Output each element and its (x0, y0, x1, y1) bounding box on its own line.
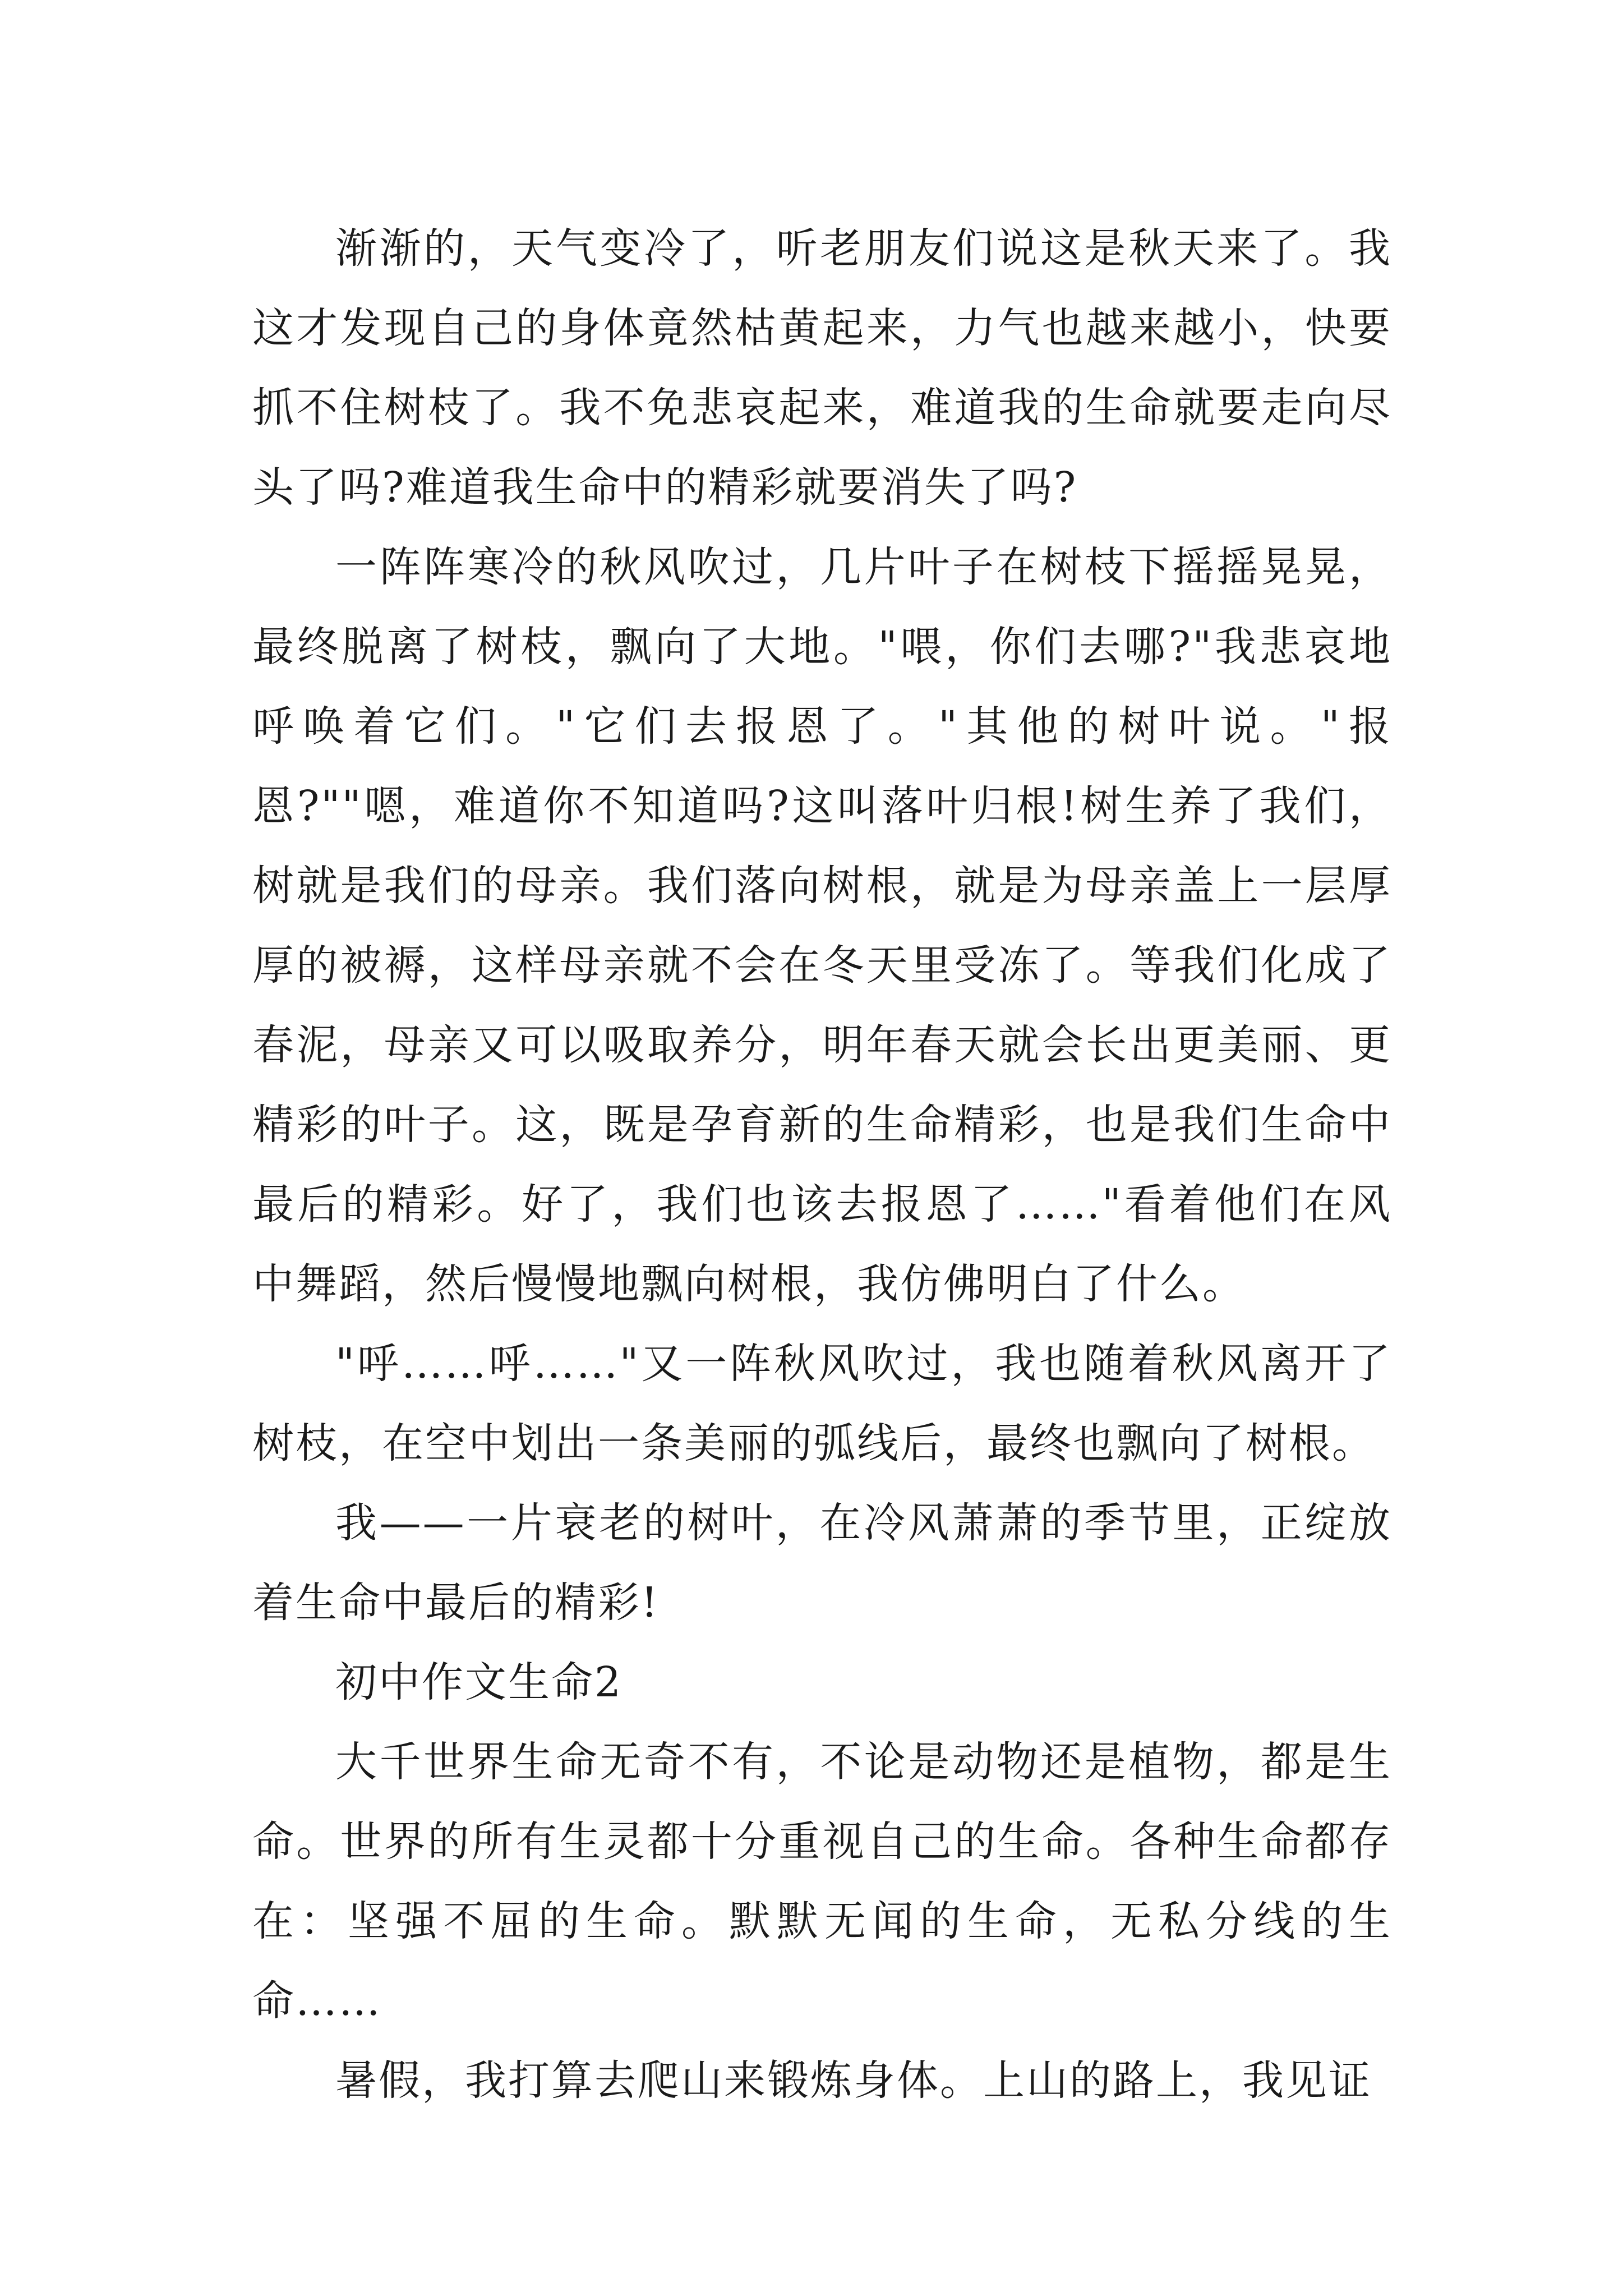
paragraph-autumn-wind-falling: "呼……呼……"又一阵秋风吹过，我也随着秋风离开了树枝，在空中划出一条美丽的弧线后，最终也飘向了树根。 (252, 1340, 1392, 1467)
paragraph-leaves-returning-to-roots: 一阵阵寒冷的秋风吹过，几片叶子在树枝下摇摇晃晃，最终脱离了树枝，飘向了大地。"喂，你们去哪?"我悲哀地呼唤着它们。"它们去报恩了。"其他的树叶说。"报恩?""嗯，难道你不知道吗?这叫落叶归根!树生养了我们，树就是我们的母亲。我们落向树根，就是为母亲盖上一层厚厚的被褥，这样母亲就不会在冬天里受冻了。等我们化成了春泥，母亲又可以吸取养分，明年春天就会长出更美丽、更精彩的叶子。这，既是孕育新的生命精彩，也是我们生命中最后的精彩。好了，我们也该去报恩了……"看着他们在风中舞蹈，然后慢慢地飘向树根，我仿佛明白了什么。 (252, 543, 1392, 1308)
document-body (252, 209, 1392, 2120)
paragraph-autumn-leaf-yellowing: 渐渐的，天气变冷了，听老朋友们说这是秋天来了。我这才发现自己的身体竟然枯黄起来，力气也越来越小，快要抓不住树枝了。我不免悲哀起来，难道我的生命就要走向尽头了吗?难道我生命中的精彩就要消失了吗? (252, 224, 1392, 512)
paragraph-summer-hiking: 暑假，我打算去爬山来锻炼身体。上山的路上，我见证 (335, 2056, 1372, 2105)
paragraph-final-splendor: 我——一片衰老的树叶，在冷风萧萧的季节里，正绽放着生命中最后的精彩! (252, 1499, 1392, 1627)
essay-section-heading: 初中作文生命2 (335, 1658, 623, 1706)
paragraph-world-of-life: 大千世界生命无奇不有，不论是动物还是植物，都是生命。世界的所有生灵都十分重视自己的生命。各种生命都存在：坚强不屈的生命。默默无闻的生命，无私分线的生命…… (252, 1738, 1392, 2025)
